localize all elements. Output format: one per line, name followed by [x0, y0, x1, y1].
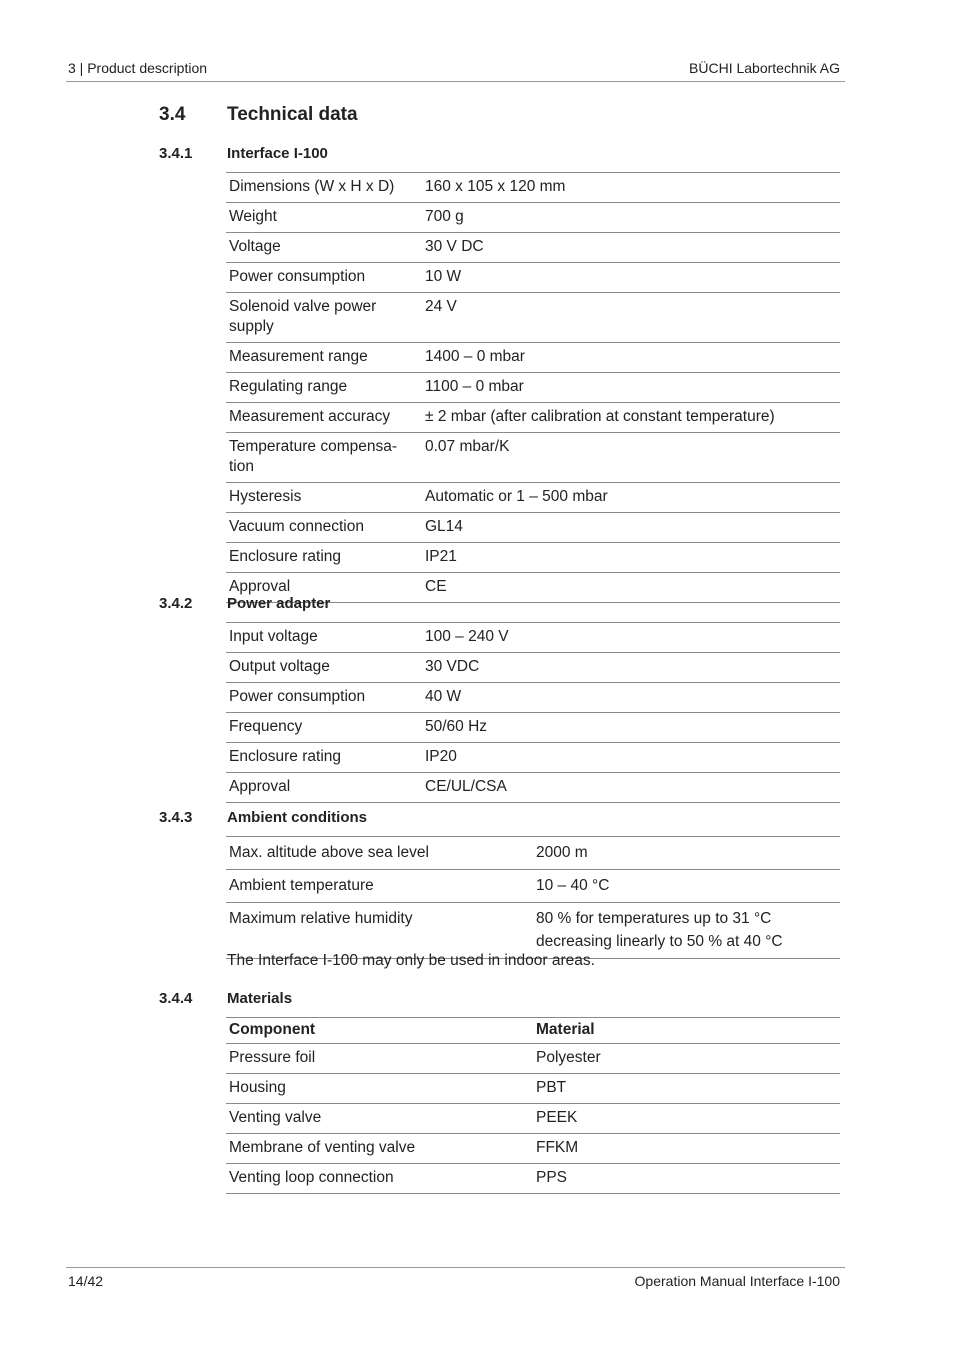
row-label: Venting valve: [229, 1109, 322, 1126]
subsection-number: 3.4.1: [159, 145, 193, 162]
row-value: PPS: [536, 1169, 568, 1186]
row-value: 160 x 105 x 120 mm: [425, 178, 566, 195]
row-value: 1400 – 0 mbar: [425, 348, 525, 365]
column-header-component: Component: [229, 1021, 316, 1038]
row-value: IP20: [425, 748, 457, 765]
table-row: [226, 1074, 840, 1104]
row-label: Maximum relative humidity: [229, 910, 413, 927]
row-value: 2000 m: [536, 844, 588, 861]
row-value: FFKM: [536, 1139, 579, 1156]
table-row: [226, 903, 840, 959]
row-label: Venting loop connection: [229, 1169, 394, 1186]
row-label: Enclosure rating: [229, 748, 342, 765]
table-row: [226, 1104, 840, 1134]
row-label: Membrane of venting valve: [229, 1139, 416, 1156]
row-value: 0.07 mbar/K: [425, 438, 510, 455]
subsection-number: 3.4.4: [159, 990, 193, 1007]
row-label: Enclosure rating: [229, 548, 342, 565]
page-header: [66, 60, 845, 82]
table-row: [226, 773, 840, 803]
power-adapter-table: [226, 622, 840, 803]
row-label: Input voltage: [229, 628, 318, 645]
row-label: Ambient temperature: [229, 877, 374, 894]
row-value: 30 V DC: [425, 238, 484, 255]
document-title: Operation Manual Interface I-100: [634, 1273, 840, 1289]
table-row: [226, 870, 840, 903]
indoor-use-note: The Interface I-100 may only be used in indoor areas.: [227, 952, 595, 969]
row-value: 700 g: [425, 208, 464, 225]
row-label: Measurement accuracy: [229, 408, 391, 425]
subsection-title: Power adapter: [227, 595, 331, 612]
row-label: Approval: [229, 778, 291, 795]
table-row: [226, 837, 840, 870]
row-label: Hysteresis: [229, 488, 302, 505]
row-value: Polyester: [536, 1049, 601, 1066]
row-label: Approval: [229, 578, 291, 595]
row-value: 40 W: [425, 688, 462, 705]
row-label: Power consumption: [229, 688, 366, 705]
row-label: Pressure foil: [229, 1049, 316, 1066]
interface-spec-table: [226, 172, 840, 603]
subsection-number: 3.4.3: [159, 809, 193, 826]
table-row: [226, 263, 840, 293]
row-label: Housing: [229, 1079, 286, 1096]
row-value: 80 % for temperatures up to 31 °C decreasing linearly to 50 % at 40 °C: [536, 910, 783, 950]
table-row: [226, 543, 840, 573]
column-header-material: Material: [536, 1021, 595, 1038]
row-label: Measurement range: [229, 348, 368, 365]
table-row: [226, 513, 840, 543]
subsection-title: Interface I-100: [227, 145, 328, 162]
row-value: 100 – 240 V: [425, 628, 509, 645]
page-footer: [66, 1267, 845, 1289]
row-value: 30 VDC: [425, 658, 480, 675]
table-row: [226, 623, 840, 653]
row-value: ± 2 mbar (after calibration at constant temperature): [425, 408, 775, 425]
ambient-conditions-table: [226, 836, 840, 959]
table-row: [226, 173, 840, 203]
page-number: 14/42: [68, 1273, 104, 1289]
row-label: Output voltage: [229, 658, 330, 675]
row-label: Max. altitude above sea level: [229, 844, 429, 861]
row-value: 10 – 40 °C: [536, 877, 610, 894]
row-value: 24 V: [425, 298, 457, 315]
table-row: [226, 483, 840, 513]
table-row: [226, 713, 840, 743]
table-row: [226, 1164, 840, 1194]
row-label: Regulating range: [229, 378, 348, 395]
table-row: [226, 1134, 840, 1164]
row-value: PEEK: [536, 1109, 578, 1126]
table-row: [226, 203, 840, 233]
row-label: Power consumption: [229, 268, 366, 285]
table-row: [226, 373, 840, 403]
row-label: Weight: [229, 208, 277, 225]
subsection-number: 3.4.2: [159, 595, 193, 612]
row-value: PBT: [536, 1079, 567, 1096]
subsection-title: Ambient conditions: [227, 809, 367, 826]
table-row: [226, 683, 840, 713]
materials-table: [226, 1017, 840, 1194]
table-row: [226, 433, 840, 483]
row-value: Automatic or 1 – 500 mbar: [425, 488, 608, 505]
row-value: CE: [425, 578, 447, 595]
table-row: [226, 233, 840, 263]
row-value: 1100 – 0 mbar: [425, 378, 524, 395]
table-row: [226, 343, 840, 373]
row-label: Dimensions (W x H x D): [229, 178, 395, 195]
row-label: Frequency: [229, 718, 303, 735]
row-value: GL14: [425, 518, 463, 535]
row-value: 50/60 Hz: [425, 718, 488, 735]
row-label: Vacuum connection: [229, 518, 364, 535]
table-header-row: [226, 1018, 840, 1044]
header-chapter: 3 | Product description: [68, 60, 208, 76]
row-value: 10 W: [425, 268, 462, 285]
section-title: Technical data: [227, 104, 358, 125]
row-value: CE/UL/CSA: [425, 778, 507, 795]
table-row: [226, 293, 840, 343]
table-row: [226, 653, 840, 683]
row-label: Temperature compensa-tion: [229, 438, 397, 475]
subsection-title: Materials: [227, 990, 293, 1007]
header-company: BÜCHI Labortechnik AG: [689, 60, 840, 76]
table-row: [226, 743, 840, 773]
section-number: 3.4: [159, 104, 186, 125]
table-row: [226, 403, 840, 433]
row-label: Voltage: [229, 238, 281, 255]
row-value: IP21: [425, 548, 457, 565]
row-label: Solenoid valve power supply: [229, 298, 377, 335]
table-row: [226, 1044, 840, 1074]
